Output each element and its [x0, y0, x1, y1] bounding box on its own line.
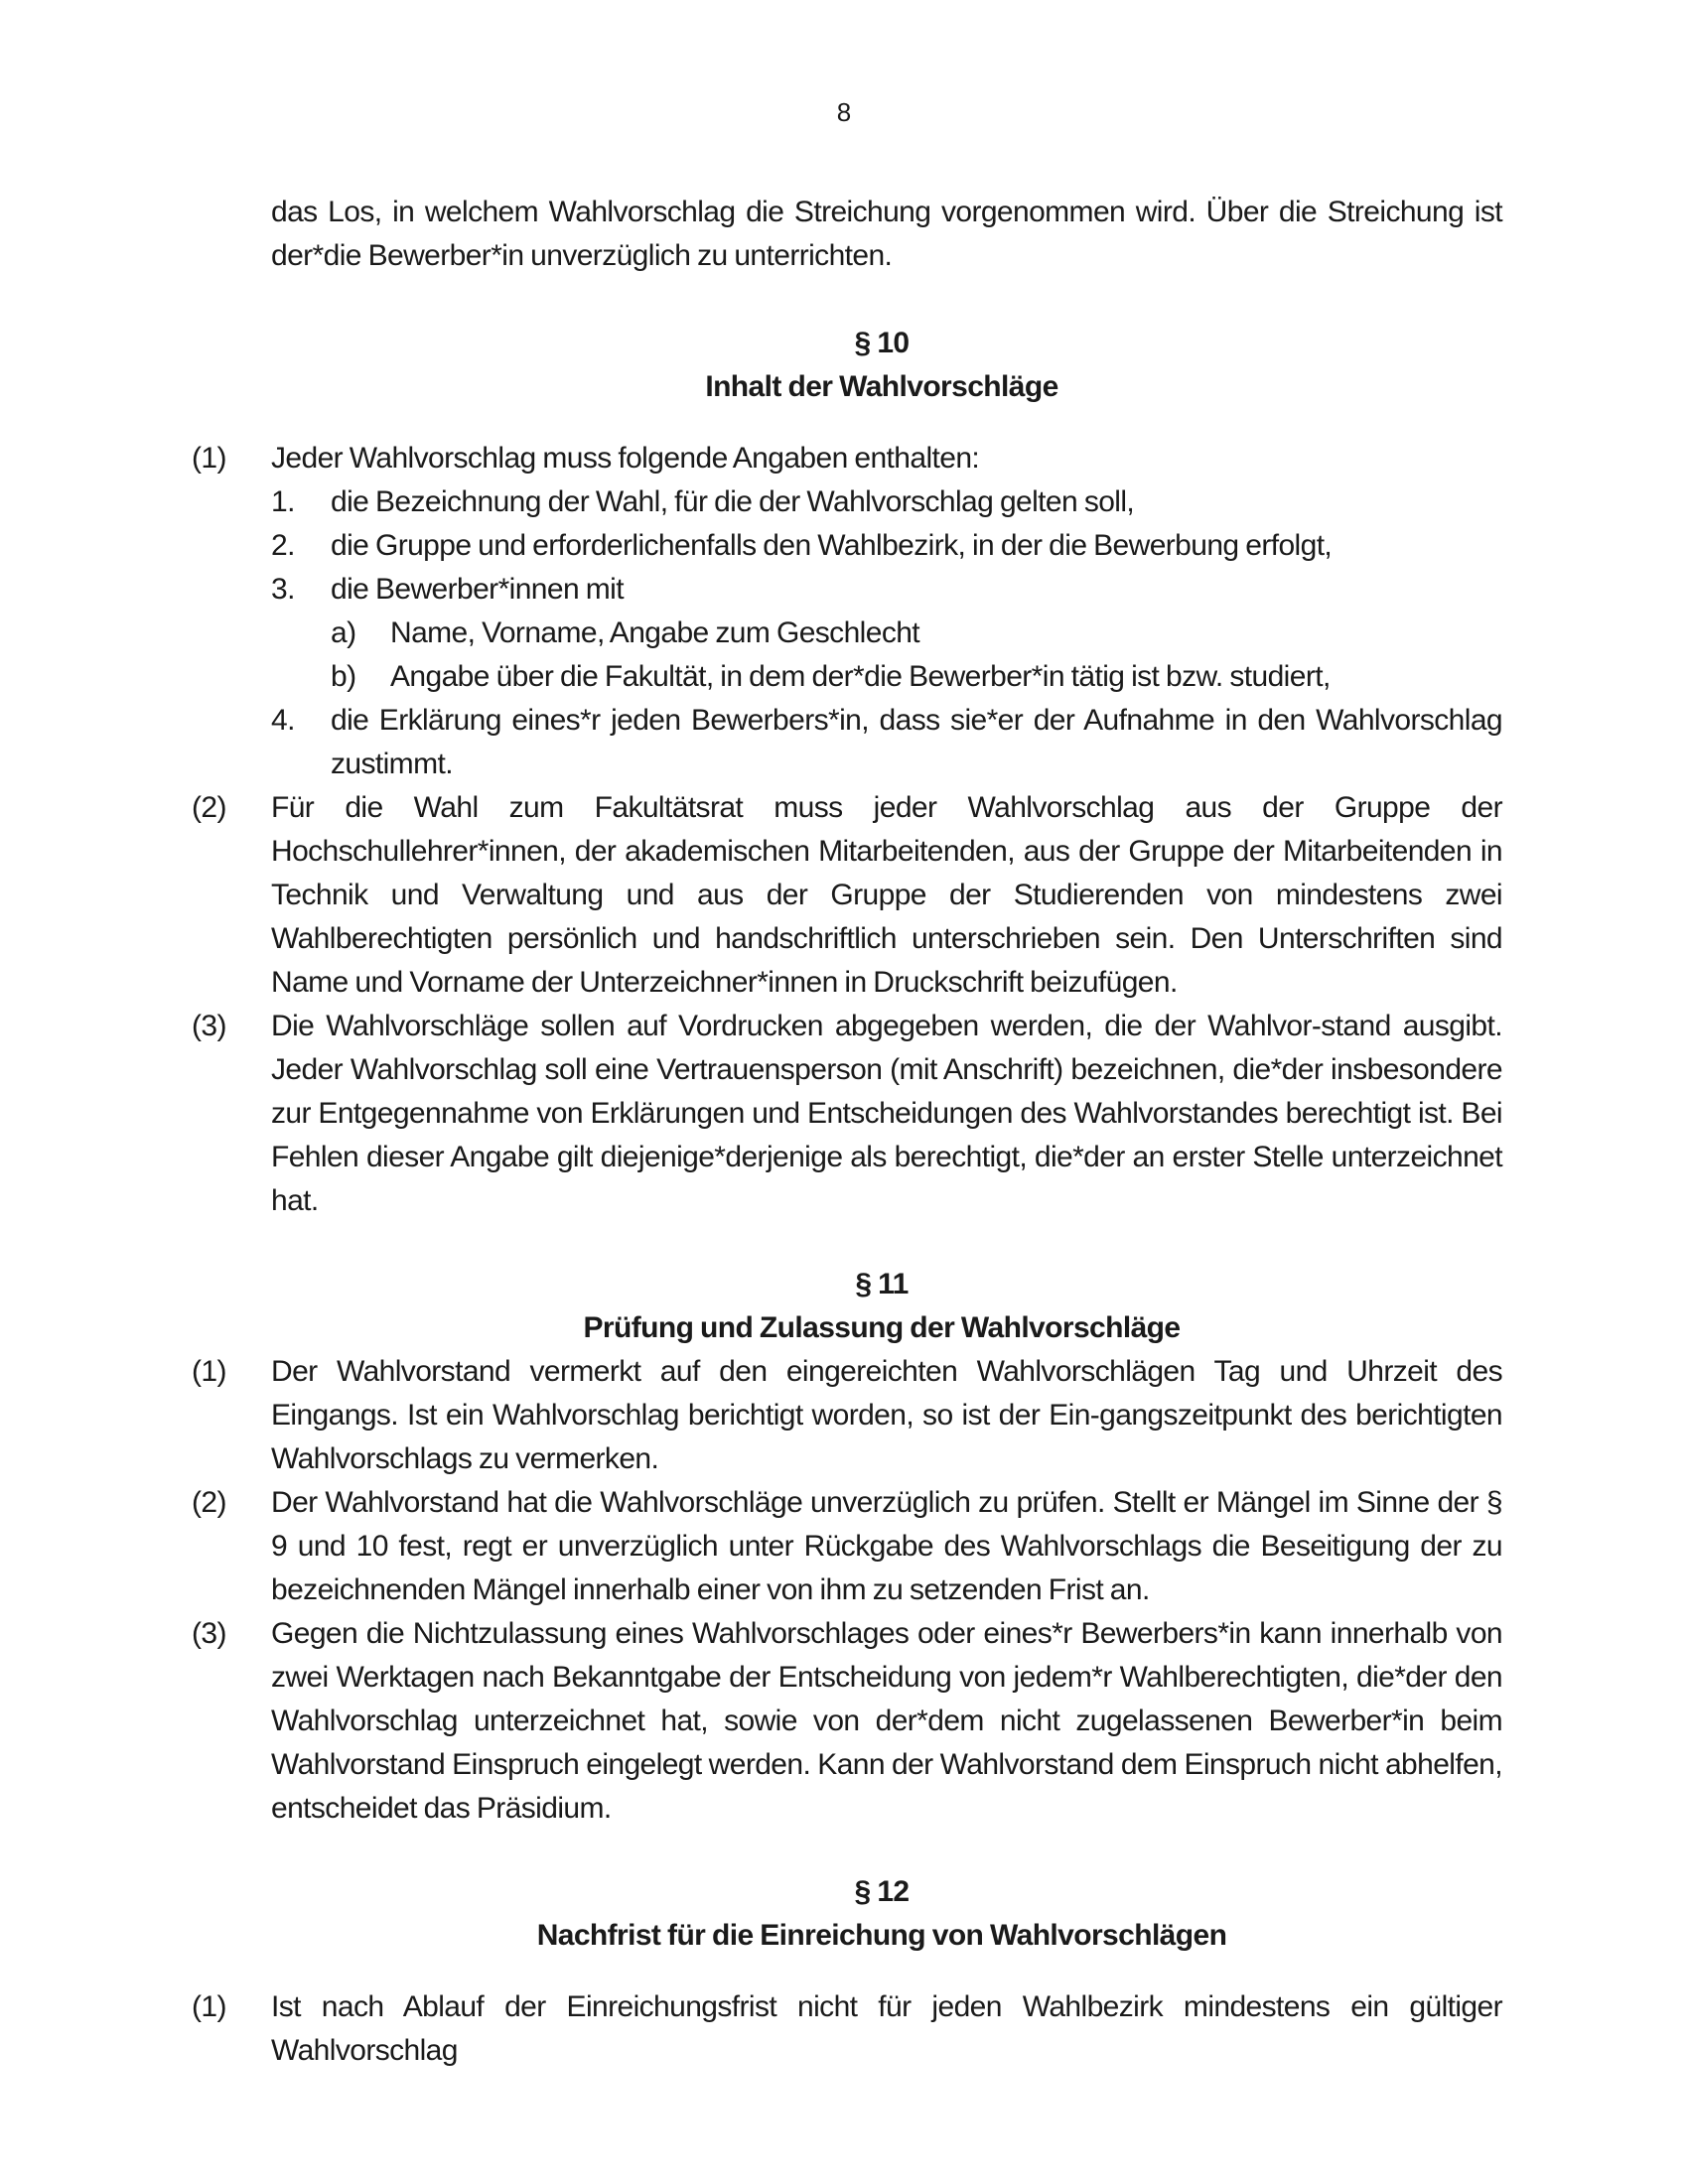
section-11-number: § 11	[855, 1268, 909, 1300]
list-item-number: 1.	[271, 485, 295, 518]
section-12-paragraph-1	[192, 1985, 1502, 2073]
list-item-number: 2.	[271, 529, 295, 562]
paragraph-text: Der Wahlvorstand hat die Wahlvorschläge unverzüglich zu prüfen. Stellt er Mängel im Sinne der § 9 und 10 fest, regt er unverzüglich unter Rückgabe des Wahlvorschlags die Beseitigung der zu bezeichnenden Mängel innerhalb einer von ihm zu setzenden Frist an.	[271, 1486, 1502, 1606]
paragraph-text: Der Wahlvorstand vermerkt auf den eingereichten Wahlvorschlägen Tag und Uhrzeit des Eingangs. Ist ein Wahlvorschlag berichtigt worden, so ist der Ein-gangszeitpunkt des berichtigten Wahlvorschlags zu vermerken.	[271, 1355, 1502, 1475]
section-10-paragraph-3	[192, 1005, 1502, 1223]
section-11-title: Prüfung und Zulassung der Wahlvorschläge	[583, 1311, 1181, 1344]
section-11-paragraph-2	[192, 1481, 1502, 1612]
section-10-title: Inhalt der Wahlvorschläge	[705, 370, 1058, 403]
sub-list-item	[331, 612, 1502, 655]
list-item-text: die Gruppe und erforderlichenfalls den Wahlbezirk, in der die Bewerbung erfolgt,	[331, 529, 1333, 562]
list-item-text: die Bezeichnung der Wahl, für die der Wahlvorschlag gelten soll,	[331, 485, 1135, 518]
paragraph-text: Ist nach Ablauf der Einreichungsfrist nicht für jeden Wahlbezirk mindestens ein gültiger Wahlvorschlag	[271, 1990, 1502, 2067]
paragraph-text: Für die Wahl zum Fakultätsrat muss jeder Wahlvorschlag aus der Gruppe der Hochschullehrer*innen, der akademischen Mitarbeitenden, aus der Gruppe der Mitarbeitenden in Technik und Verwaltung und aus der Gruppe der Studierenden von mindestens zwei Wahlberechtigten persönlich und handschriftlich unterschrieben sein. Den Unterschriften sind Name und Vorname der Unterzeichner*innen in Druckschrift beizufügen.	[271, 791, 1502, 999]
sub-list-item-text: Angabe über die Fakultät, in dem der*die Bewerber*in tätig ist bzw. studiert,	[390, 660, 1331, 693]
list-item-text: die Bewerber*innen mit	[331, 573, 624, 606]
intro-paragraph: das Los, in welchem Wahlvorschlag die Streichung vorgenommen wird. Über die Streichung ist der*die Bewerber*in unverzüglich zu unterrichten.	[271, 196, 1502, 272]
paragraph-number: (1)	[192, 1355, 226, 1388]
paragraph-number: (2)	[192, 791, 226, 824]
list-item	[271, 699, 1502, 786]
page-number: 8	[836, 97, 852, 127]
paragraph-text: Gegen die Nichtzulassung eines Wahlvorschlages oder eines*r Bewerbers*in kann innerhalb von zwei Werktagen nach Bekanntgabe der Entscheidung von jedem*r Wahlberechtigten, die*der den Wahlvorschlag unterzeichnet hat, sowie von der*dem nicht zugelassenen Bewerber*in beim Wahlvorstand Einspruch eingelegt werden. Kann der Wahlvorstand dem Einspruch nicht abhelfen, entscheidet das Präsidium.	[271, 1617, 1502, 1825]
paragraph-text: Jeder Wahlvorschlag muss folgende Angaben enthalten:	[271, 442, 980, 475]
sub-list-item	[331, 655, 1502, 699]
document-body	[192, 191, 1502, 2073]
paragraph-number: (1)	[192, 1990, 226, 2023]
section-10-number: § 10	[854, 327, 910, 359]
sub-list-item-text: Name, Vorname, Angabe zum Geschlecht	[390, 616, 920, 649]
section-11-paragraph-3	[192, 1612, 1502, 1831]
list-item	[271, 524, 1502, 568]
list-item	[271, 480, 1502, 524]
paragraph-number: (1)	[192, 442, 226, 475]
list-item-number: 4.	[271, 704, 295, 737]
section-12-title: Nachfrist für die Einreichung von Wahlvorschlägen	[536, 1919, 1227, 1952]
list-item-number: 3.	[271, 573, 295, 606]
list-item	[271, 568, 1502, 612]
sub-list-item-letter: a)	[331, 616, 356, 649]
paragraph-number: (2)	[192, 1486, 226, 1519]
section-10-paragraph-2	[192, 786, 1502, 1005]
sub-list-item-letter: b)	[331, 660, 356, 693]
section-12-number: § 12	[854, 1875, 910, 1908]
paragraph-number: (3)	[192, 1010, 226, 1042]
list-item-text: die Erklärung eines*r jeden Bewerbers*in, dass sie*er der Aufnahme in den Wahlvorschlag zustimmt.	[331, 704, 1502, 780]
paragraph-text: Die Wahlvorschläge sollen auf Vordrucken abgegeben werden, die der Wahlvor-stand ausgibt. Jeder Wahlvorschlag soll eine Vertrauensperson (mit Anschrift) bezeichnen, die*der insbesondere zur Entgegennahme von Erklärungen und Entscheidungen des Wahlvorstandes berechtigt ist. Bei Fehlen dieser Angabe gilt diejenige*derjenige als berechtigt, die*der an erster Stelle unterzeichnet hat.	[271, 1010, 1502, 1217]
section-11-paragraph-1	[192, 1350, 1502, 1481]
paragraph-number: (3)	[192, 1617, 226, 1650]
section-10-paragraph-1	[192, 437, 1502, 786]
